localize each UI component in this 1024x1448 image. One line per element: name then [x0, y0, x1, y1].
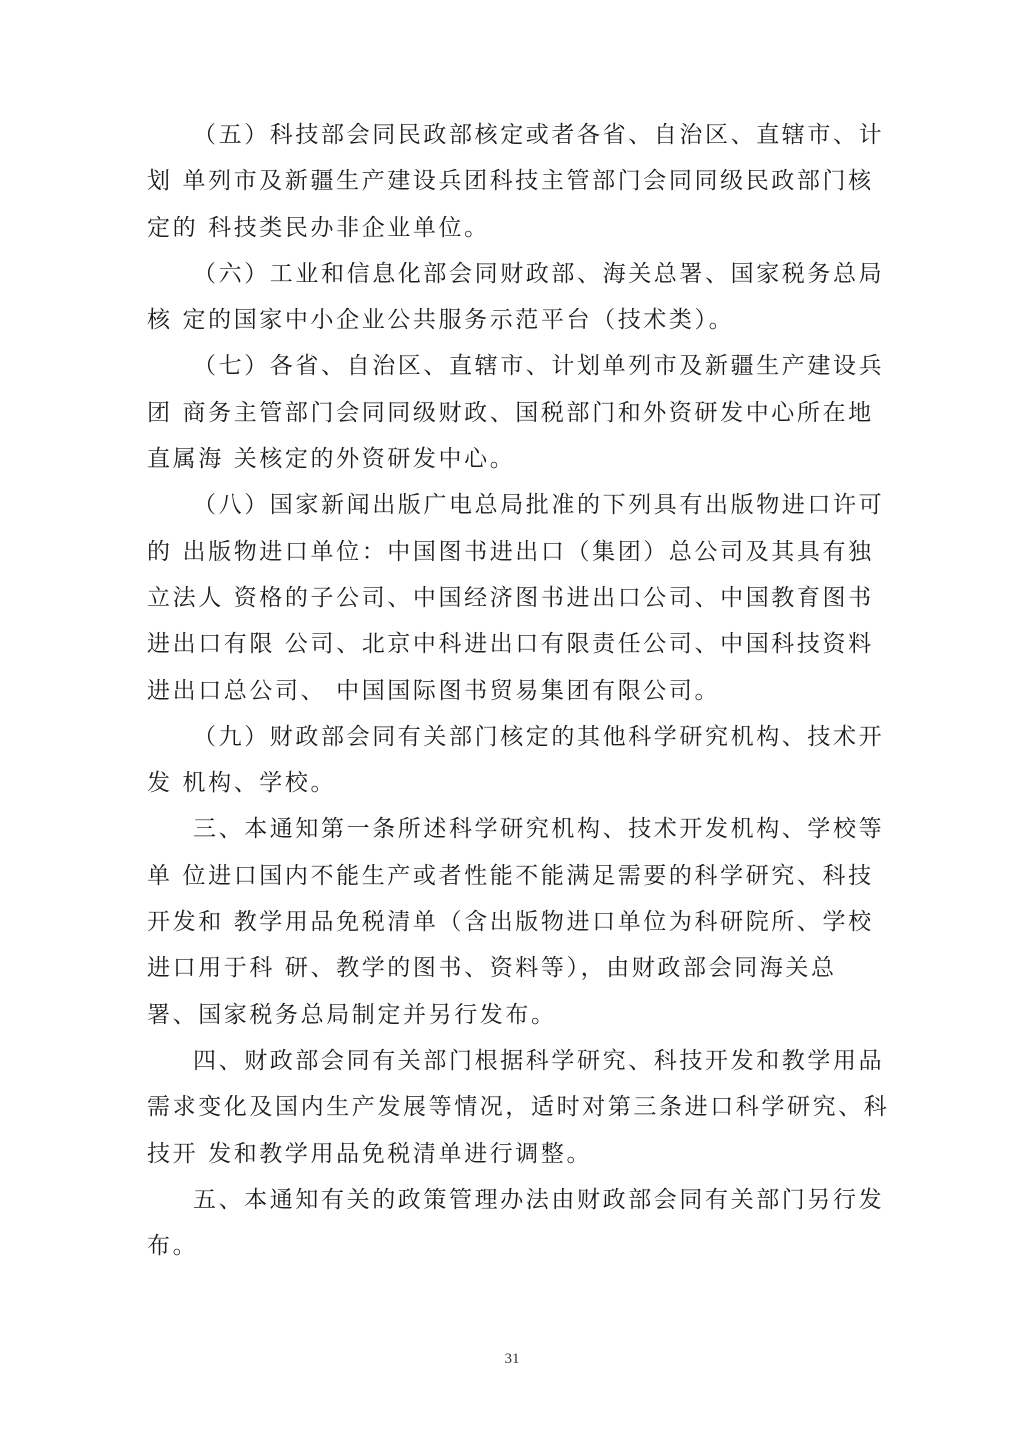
text-line: 技开 发和教学用品免税清单进行调整。	[147, 1140, 593, 1167]
text-line: 进口用于科 研、教学的图书、资料等），由财政部会同海关总	[147, 955, 837, 982]
text-line: 团 商务主管部门会同同级财政、国税部门和外资研发中心所在地	[147, 399, 874, 426]
text-line: （九）财政部会同有关部门核定的其他科学研究机构、技术开	[193, 723, 885, 750]
text-line: 划 单列市及新疆生产建设兵团科技主管部门会同同级民政部门核	[147, 168, 874, 195]
text-line: （六）工业和信息化部会同财政部、海关总署、国家税务总局	[193, 260, 885, 287]
text-line: 立法人 资格的子公司、中国经济图书进出口公司、中国教育图书	[147, 584, 874, 611]
text-line: 需求变化及国内生产发展等情况，适时对第三条进口科学研究、科	[147, 1094, 890, 1121]
text-line: 四、财政部会同有关部门根据科学研究、科技开发和教学用品	[193, 1047, 885, 1074]
text-line: 三、本通知第一条所述科学研究机构、技术开发机构、学校等	[193, 816, 885, 843]
text-line: （七）各省、自治区、直辖市、计划单列市及新疆生产建设兵	[193, 353, 885, 380]
text-line: （八）国家新闻出版广电总局批准的下列具有出版物进口许可	[193, 492, 885, 519]
text-line: 五、本通知有关的政策管理办法由财政部会同有关部门另行发	[193, 1186, 885, 1213]
page-number: 31	[504, 1351, 520, 1367]
document-body	[147, 112, 890, 1269]
text-line: 定的 科技类民办非企业单位。	[147, 214, 490, 241]
text-line: 的 出版物进口单位：中国图书进出口（集团）总公司及其具有独	[147, 538, 874, 565]
text-line: 开发和 教学用品免税清单（含出版物进口单位为科研院所、学校	[147, 909, 874, 936]
text-line: 核 定的国家中小企业公共服务示范平台（技术类）。	[147, 307, 735, 334]
text-line: 署、国家税务总局制定并另行发布。	[147, 1001, 557, 1028]
text-line: 发 机构、学校。	[147, 770, 337, 797]
text-line: 直属海 关核定的外资研发中心。	[147, 446, 516, 473]
text-line: 单 位进口国内不能生产或者性能不能满足需要的科学研究、科技	[147, 862, 874, 889]
text-line: （五）科技部会同民政部核定或者各省、自治区、直辖市、计	[193, 122, 885, 148]
text-line: 进出口有限 公司、北京中科进出口有限责任公司、中国科技资料	[147, 631, 874, 658]
text-line: 进出口总公司、 中国国际图书贸易集团有限公司。	[147, 677, 721, 704]
text-line: 布。	[147, 1233, 199, 1260]
